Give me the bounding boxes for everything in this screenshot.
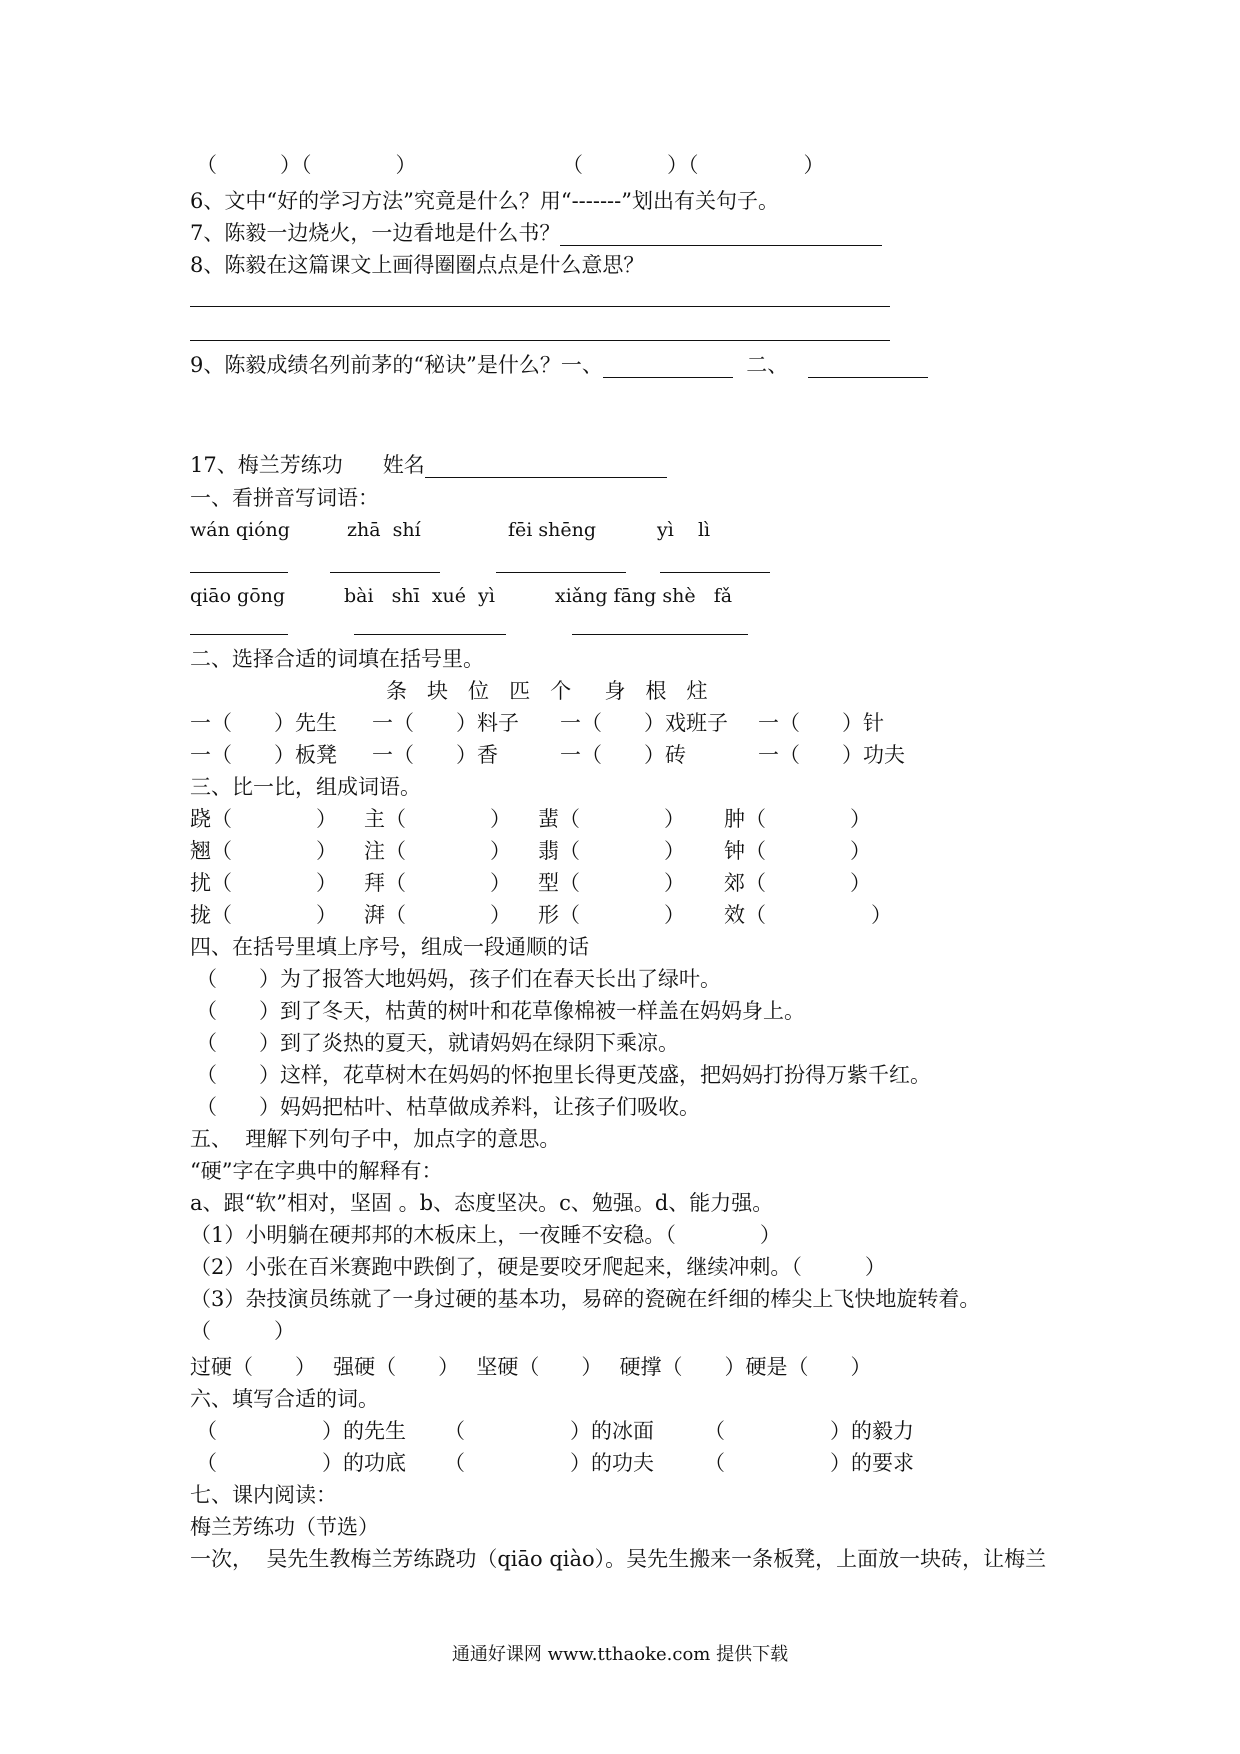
- fill-item[interactable]: 一（ ）针: [758, 711, 884, 735]
- section-1-heading: 一、看拼音写词语：: [190, 486, 379, 510]
- answer-line[interactable]: [190, 306, 890, 307]
- compare-item[interactable]: 形（ ）: [538, 903, 685, 927]
- compare-item[interactable]: 注（ ）: [364, 839, 511, 863]
- fill-word[interactable]: （ ）的冰面: [444, 1419, 654, 1443]
- answer-line[interactable]: [660, 572, 770, 573]
- fill-word[interactable]: （ ）的功夫: [444, 1451, 654, 1475]
- answer-line[interactable]: [560, 225, 882, 246]
- question-9: 9、陈毅成绩名列前茅的“秘诀”是什么？一、 二、: [190, 352, 928, 378]
- question-6: 6、文中“好的学习方法”究竟是什么？用“-------”划出有关句子。: [190, 189, 779, 213]
- section-5-heading: 五、 理解下列句子中，加点字的意思。: [190, 1127, 561, 1151]
- answer-line[interactable]: [190, 340, 890, 341]
- fill-item[interactable]: 一（ ）板凳: [190, 743, 337, 767]
- compare-item[interactable]: 拢（ ）: [190, 903, 337, 927]
- compare-item[interactable]: 湃（ ）: [364, 903, 511, 927]
- answer-brackets-right: （ ）（ ）: [562, 153, 825, 177]
- answer-brackets-left: （ ）（ ）: [196, 153, 417, 177]
- pinyin: yì lì: [657, 519, 711, 541]
- answer-line[interactable]: [496, 572, 626, 573]
- answer-line[interactable]: [808, 357, 928, 378]
- fill-item[interactable]: 一（ ）砖: [560, 743, 686, 767]
- compare-item[interactable]: 效（ ）: [724, 903, 892, 927]
- pinyin: wán qióng: [190, 519, 290, 541]
- compare-item[interactable]: 翡（ ）: [538, 839, 685, 863]
- page-footer: 通通好课网 www.tthaoke.com 提供下载: [451, 1644, 789, 1665]
- fill-word[interactable]: （ ）的功底: [196, 1451, 406, 1475]
- pinyin: fēi shēng: [508, 519, 597, 541]
- compare-item[interactable]: 型（ ）: [538, 871, 685, 895]
- pinyin: xiǎng fāng shè fǎ: [555, 585, 733, 607]
- answer-line[interactable]: [354, 634, 506, 635]
- answer-line[interactable]: [603, 357, 733, 378]
- pinyin: bài shī xué yì: [344, 585, 495, 607]
- question-8: 8、陈毅在这篇课文上画得圈圈点点是什么意思？: [190, 253, 645, 277]
- sentence-3-answer[interactable]: （ ）: [190, 1319, 295, 1343]
- compare-item[interactable]: 钟（ ）: [724, 839, 871, 863]
- section-3-heading: 三、比一比，组成词语。: [190, 775, 421, 799]
- fill-item[interactable]: 一（ ）料子: [372, 711, 519, 735]
- compare-item[interactable]: 肿（ ）: [724, 807, 871, 831]
- compare-item[interactable]: 郊（ ）: [724, 871, 871, 895]
- pinyin: qiāo gōng: [190, 585, 286, 607]
- order-item[interactable]: （ ）到了冬天，枯黄的树叶和花草像棉被一样盖在妈妈身上。: [196, 999, 805, 1023]
- fill-word[interactable]: （ ）的先生: [196, 1419, 406, 1443]
- name-field[interactable]: [425, 457, 667, 478]
- fill-item[interactable]: 一（ ）香: [372, 743, 498, 767]
- answer-line[interactable]: [190, 572, 288, 573]
- fill-item[interactable]: 一（ ）功夫: [758, 743, 905, 767]
- question-7: 7、陈毅一边烧火，一边看地是什么书？: [190, 220, 882, 246]
- order-item[interactable]: （ ）为了报答大地妈妈，孩子们在春天长出了绿叶。: [196, 967, 721, 991]
- pinyin: zhā shí: [347, 519, 421, 541]
- compare-item[interactable]: 翘（ ）: [190, 839, 337, 863]
- compare-item[interactable]: 扰（ ）: [190, 871, 337, 895]
- section-7-heading: 七、课内阅读：: [190, 1483, 337, 1507]
- order-item[interactable]: （ ）到了炎热的夏天，就请妈妈在绿阴下乘凉。: [196, 1031, 679, 1055]
- word-meanings[interactable]: 过硬（ ） 强硬（ ） 坚硬（ ） 硬撑（ ）硬是（ ）: [190, 1355, 872, 1379]
- fill-word[interactable]: （ ）的毅力: [704, 1419, 914, 1443]
- lesson-title: 17、梅兰芳练功 姓名: [190, 452, 667, 478]
- answer-line[interactable]: [572, 634, 748, 635]
- reading-text: 一次， 吴先生教梅兰芳练跷功（qiāo qiào）。吴先生搬来一条板凳，上面放一块砖，让梅兰: [190, 1547, 1047, 1571]
- order-item[interactable]: （ ）妈妈把枯叶、枯草做成养料，让孩子们吸收。: [196, 1095, 700, 1119]
- sentence-2[interactable]: （2）小张在百米赛跑中跌倒了，硬是要咬牙爬起来，继续冲刺。（ ）: [190, 1255, 886, 1279]
- fill-item[interactable]: 一（ ）戏班子: [560, 711, 728, 735]
- compare-item[interactable]: 拜（ ）: [364, 871, 511, 895]
- compare-item[interactable]: 蜚（ ）: [538, 807, 685, 831]
- definitions-intro: “硬”字在字典中的解释有：: [190, 1159, 443, 1183]
- fill-item[interactable]: 一（ ）先生: [190, 711, 337, 735]
- sentence-3: （3）杂技演员练就了一身过硬的基本功，易碎的瓷碗在纤细的棒尖上飞快地旋转着。: [190, 1287, 981, 1311]
- order-item[interactable]: （ ）这样，花草树木在妈妈的怀抱里长得更茂盛，把妈妈打扮得万紫千红。: [196, 1063, 931, 1087]
- definitions: a、跟“软”相对，坚固 。b、态度坚决。c、勉强。d、能力强。: [190, 1191, 774, 1215]
- section-4-heading: 四、在括号里填上序号，组成一段通顺的话: [190, 935, 589, 959]
- fill-word[interactable]: （ ）的要求: [704, 1451, 914, 1475]
- section-2-heading: 二、选择合适的词填在括号里。: [190, 647, 484, 671]
- word-options: 条 块 位 匹 个 身 根 炷: [386, 679, 708, 703]
- sentence-1[interactable]: （1）小明躺在硬邦邦的木板床上，一夜睡不安稳。（ ）: [190, 1223, 781, 1247]
- compare-item[interactable]: 跷（ ）: [190, 807, 337, 831]
- answer-line[interactable]: [190, 634, 288, 635]
- section-6-heading: 六、填写合适的词。: [190, 1387, 379, 1411]
- answer-line[interactable]: [330, 572, 440, 573]
- compare-item[interactable]: 主（ ）: [364, 807, 511, 831]
- reading-title: 梅兰芳练功（节选）: [190, 1515, 379, 1539]
